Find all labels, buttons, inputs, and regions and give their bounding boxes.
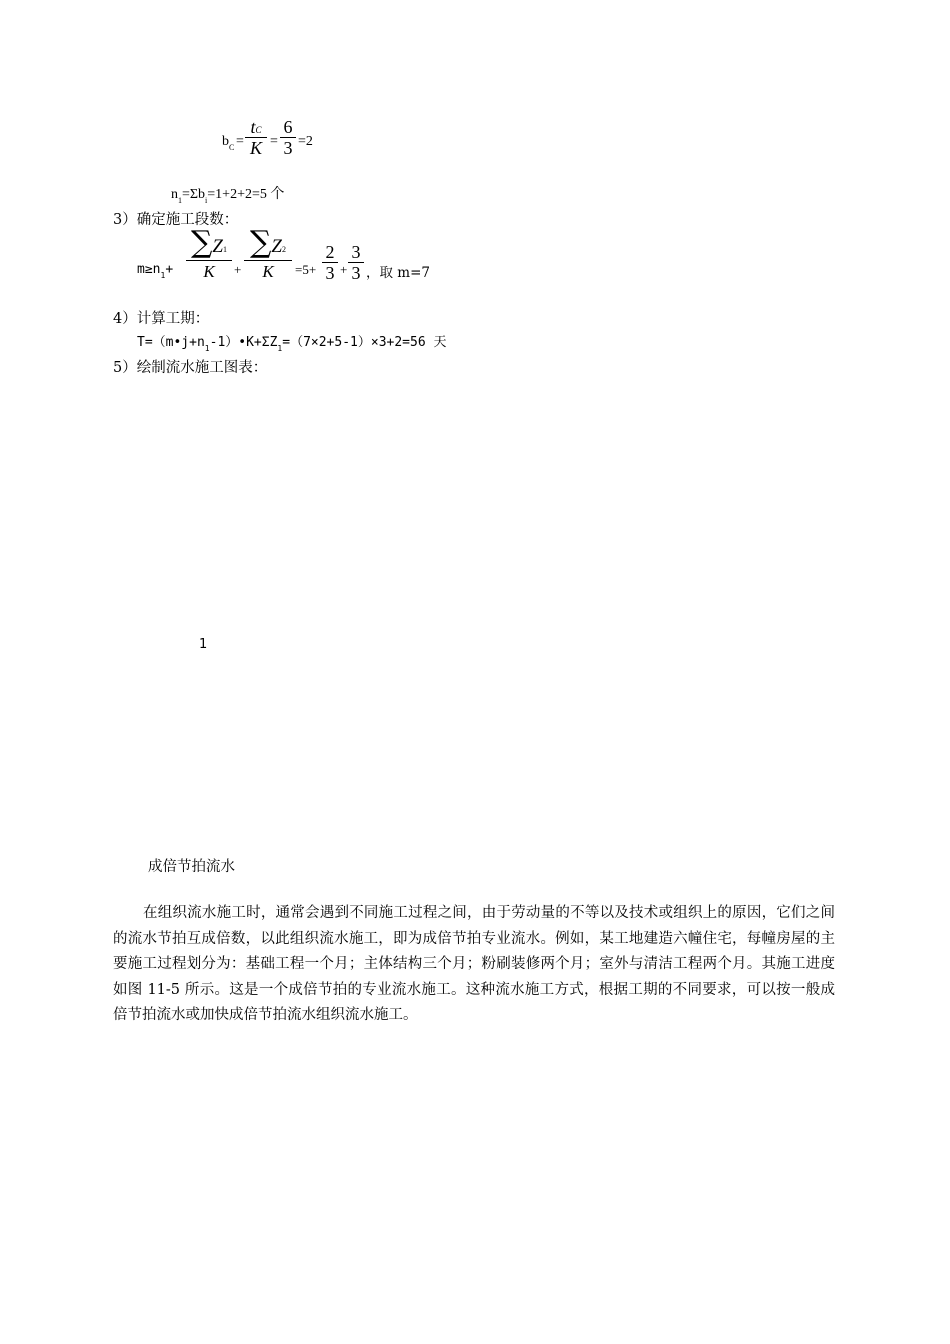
formula-bc-eq1: = bbox=[236, 134, 244, 149]
fraction-sum-z1-over-k: ∑Z1 K bbox=[186, 228, 232, 280]
section-title: 成倍节拍流水 bbox=[148, 859, 235, 875]
formula-m-plus: + bbox=[234, 262, 242, 277]
formula-bc-result: =2 bbox=[298, 134, 313, 149]
formula-duration: $T=(m•j+n_1-1)•K+\Sigma Z_1=(7\times 2+5-1)\times 3+2=56$ 天 bbox=[137, 335, 447, 353]
formula-m-prefix: $m\ge n_1+$ bbox=[137, 262, 174, 280]
step3-heading: 3）确定施工段数： bbox=[113, 212, 239, 228]
formula-bc-eq2: = bbox=[270, 134, 278, 149]
figure-number: 1 bbox=[199, 637, 208, 652]
formula-m-plus2: + bbox=[340, 262, 348, 277]
fraction-sum-z2-over-k: ∑Z2 K bbox=[244, 228, 292, 280]
step4-heading: 4）计算工期： bbox=[113, 311, 210, 327]
formula-bc-lhs: $b_C$ bbox=[222, 134, 235, 152]
formula-m-mid: =5+ bbox=[295, 262, 317, 277]
formula-n1: $n_1=\Sigma b_i=1+2+2=5$ 个 bbox=[171, 187, 285, 205]
formula-m-conclusion: ，取 m=7 bbox=[366, 265, 430, 281]
fraction-2-over-3: 2 3 bbox=[322, 243, 338, 282]
fraction-3-over-3: 3 3 bbox=[348, 243, 364, 282]
body-paragraph: 在组织流水施工时，通常会遇到不同施工过程之间，由于劳动量的不等以及技术或组织上的原因，它们之间的流水节拍互成倍数，以此组织流水施工，即为成倍节拍专业流水。例如，某工地建造六幢住宅，每幢房屋的主要施工过程划分为：基础工程一个月；主体结构三个月；粉刷装修两个月；室外与清洁工程两个月。其施工进度如图 11-5 所示。这是一个成倍节拍的专业流水施工。这种流水施工方式，根据工期的不同要求，可以按一般成倍节拍流水或加快成倍节拍流水组织流水施工。 bbox=[113, 905, 835, 1023]
fraction-tc-over-k: tC K bbox=[245, 118, 267, 157]
step5-heading: 5）绘制流水施工图表： bbox=[113, 360, 268, 376]
fraction-6-over-3: 6 3 bbox=[280, 118, 296, 157]
